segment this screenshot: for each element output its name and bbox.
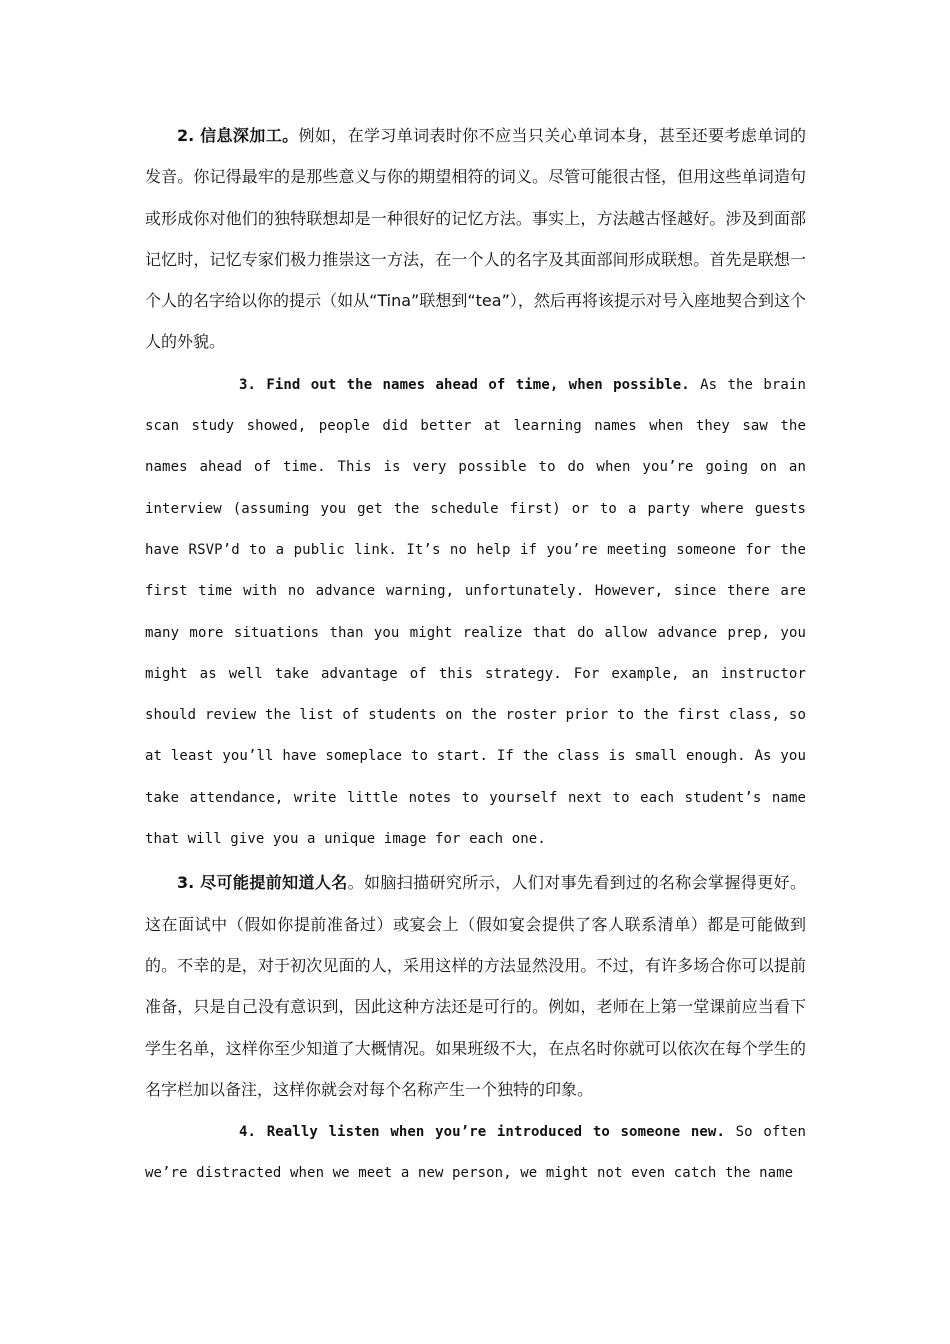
paragraph-text: As the brain scan study showed, people did better at learning names when they saw the names ahead of time. This is very possible to do when you’re going on an interview (assuming you get the schedule first) or to a party where guests have RSVP’d to a public link. It’s no help if you’re meeting someone for the first time with no advance warning, unfortunately. However, since there are many more situations than you might realize that do allow advance prep, you might as well take advantage of this strategy. For example, an instructor should review the list of students on the roster prior to the first class, so at least you’ll have someplace to start. If the class is small enough. As you take attendance, write little notes to yourself next to each student’s name that will give you a unique image for each one. [145, 376, 807, 848]
paragraph-text: 。如脑扫描研究所示，人们对事先看到过的名称会掌握得更好。这在面试中（假如你提前准备过）或宴会上（假如宴会提供了客人联系清单）都是可能做到的。不幸的是，对于初次见面的人，采用这样的方法显然没用。不过，有许多场合你可以提前准备，只是自己没有意识到，因此这种方法还是可行的。例如，老师在上第一堂课前应当看下学生名单，这样你至少知道了大概情况。如果班级不大，在点名时你就可以依次在每个学生的名字栏加以备注，这样你就会对每个名称产生一个独特的印象。 [145, 873, 806, 1099]
document-body [145, 115, 806, 1195]
paragraph-zh-deep-processing [145, 115, 806, 363]
paragraph-text: 例如，在学习单词表时你不应当只关心单词本身，甚至还要考虑单词的发音。你记得最牢的是那些意义与你的期望相符的词义。尽管可能很古怪，但用这些单词造句或形成你对他们的独特联想却是一种很好的记忆方法。事实上，方法越古怪越好。涉及到面部记忆时，记忆专家们极力推崇这一方法，在一个人的名字及其面部间形成联想。首先是联想一个人的名字给以你的提示（如从“Tina”联想到“tea”），然后再将该提示对号入座地契合到这个人的外貌。 [145, 126, 806, 352]
paragraph-en-find-names-ahead [145, 365, 806, 861]
paragraph-en-really-listen [145, 1112, 806, 1195]
paragraph-heading: 2. 信息深加工。 [177, 126, 299, 145]
paragraph-text: So often we’re distracted when we meet a new person, we might not even catch the name [145, 1124, 806, 1182]
paragraph-heading: 4. Really listen when you’re introduced to someone new. [239, 1124, 725, 1141]
paragraph-zh-find-names-ahead [145, 862, 806, 1110]
paragraph-heading: 3. 尽可能提前知道人名 [177, 873, 348, 893]
paragraph-heading: 3. Find out the names ahead of time, when possible. [239, 376, 690, 393]
